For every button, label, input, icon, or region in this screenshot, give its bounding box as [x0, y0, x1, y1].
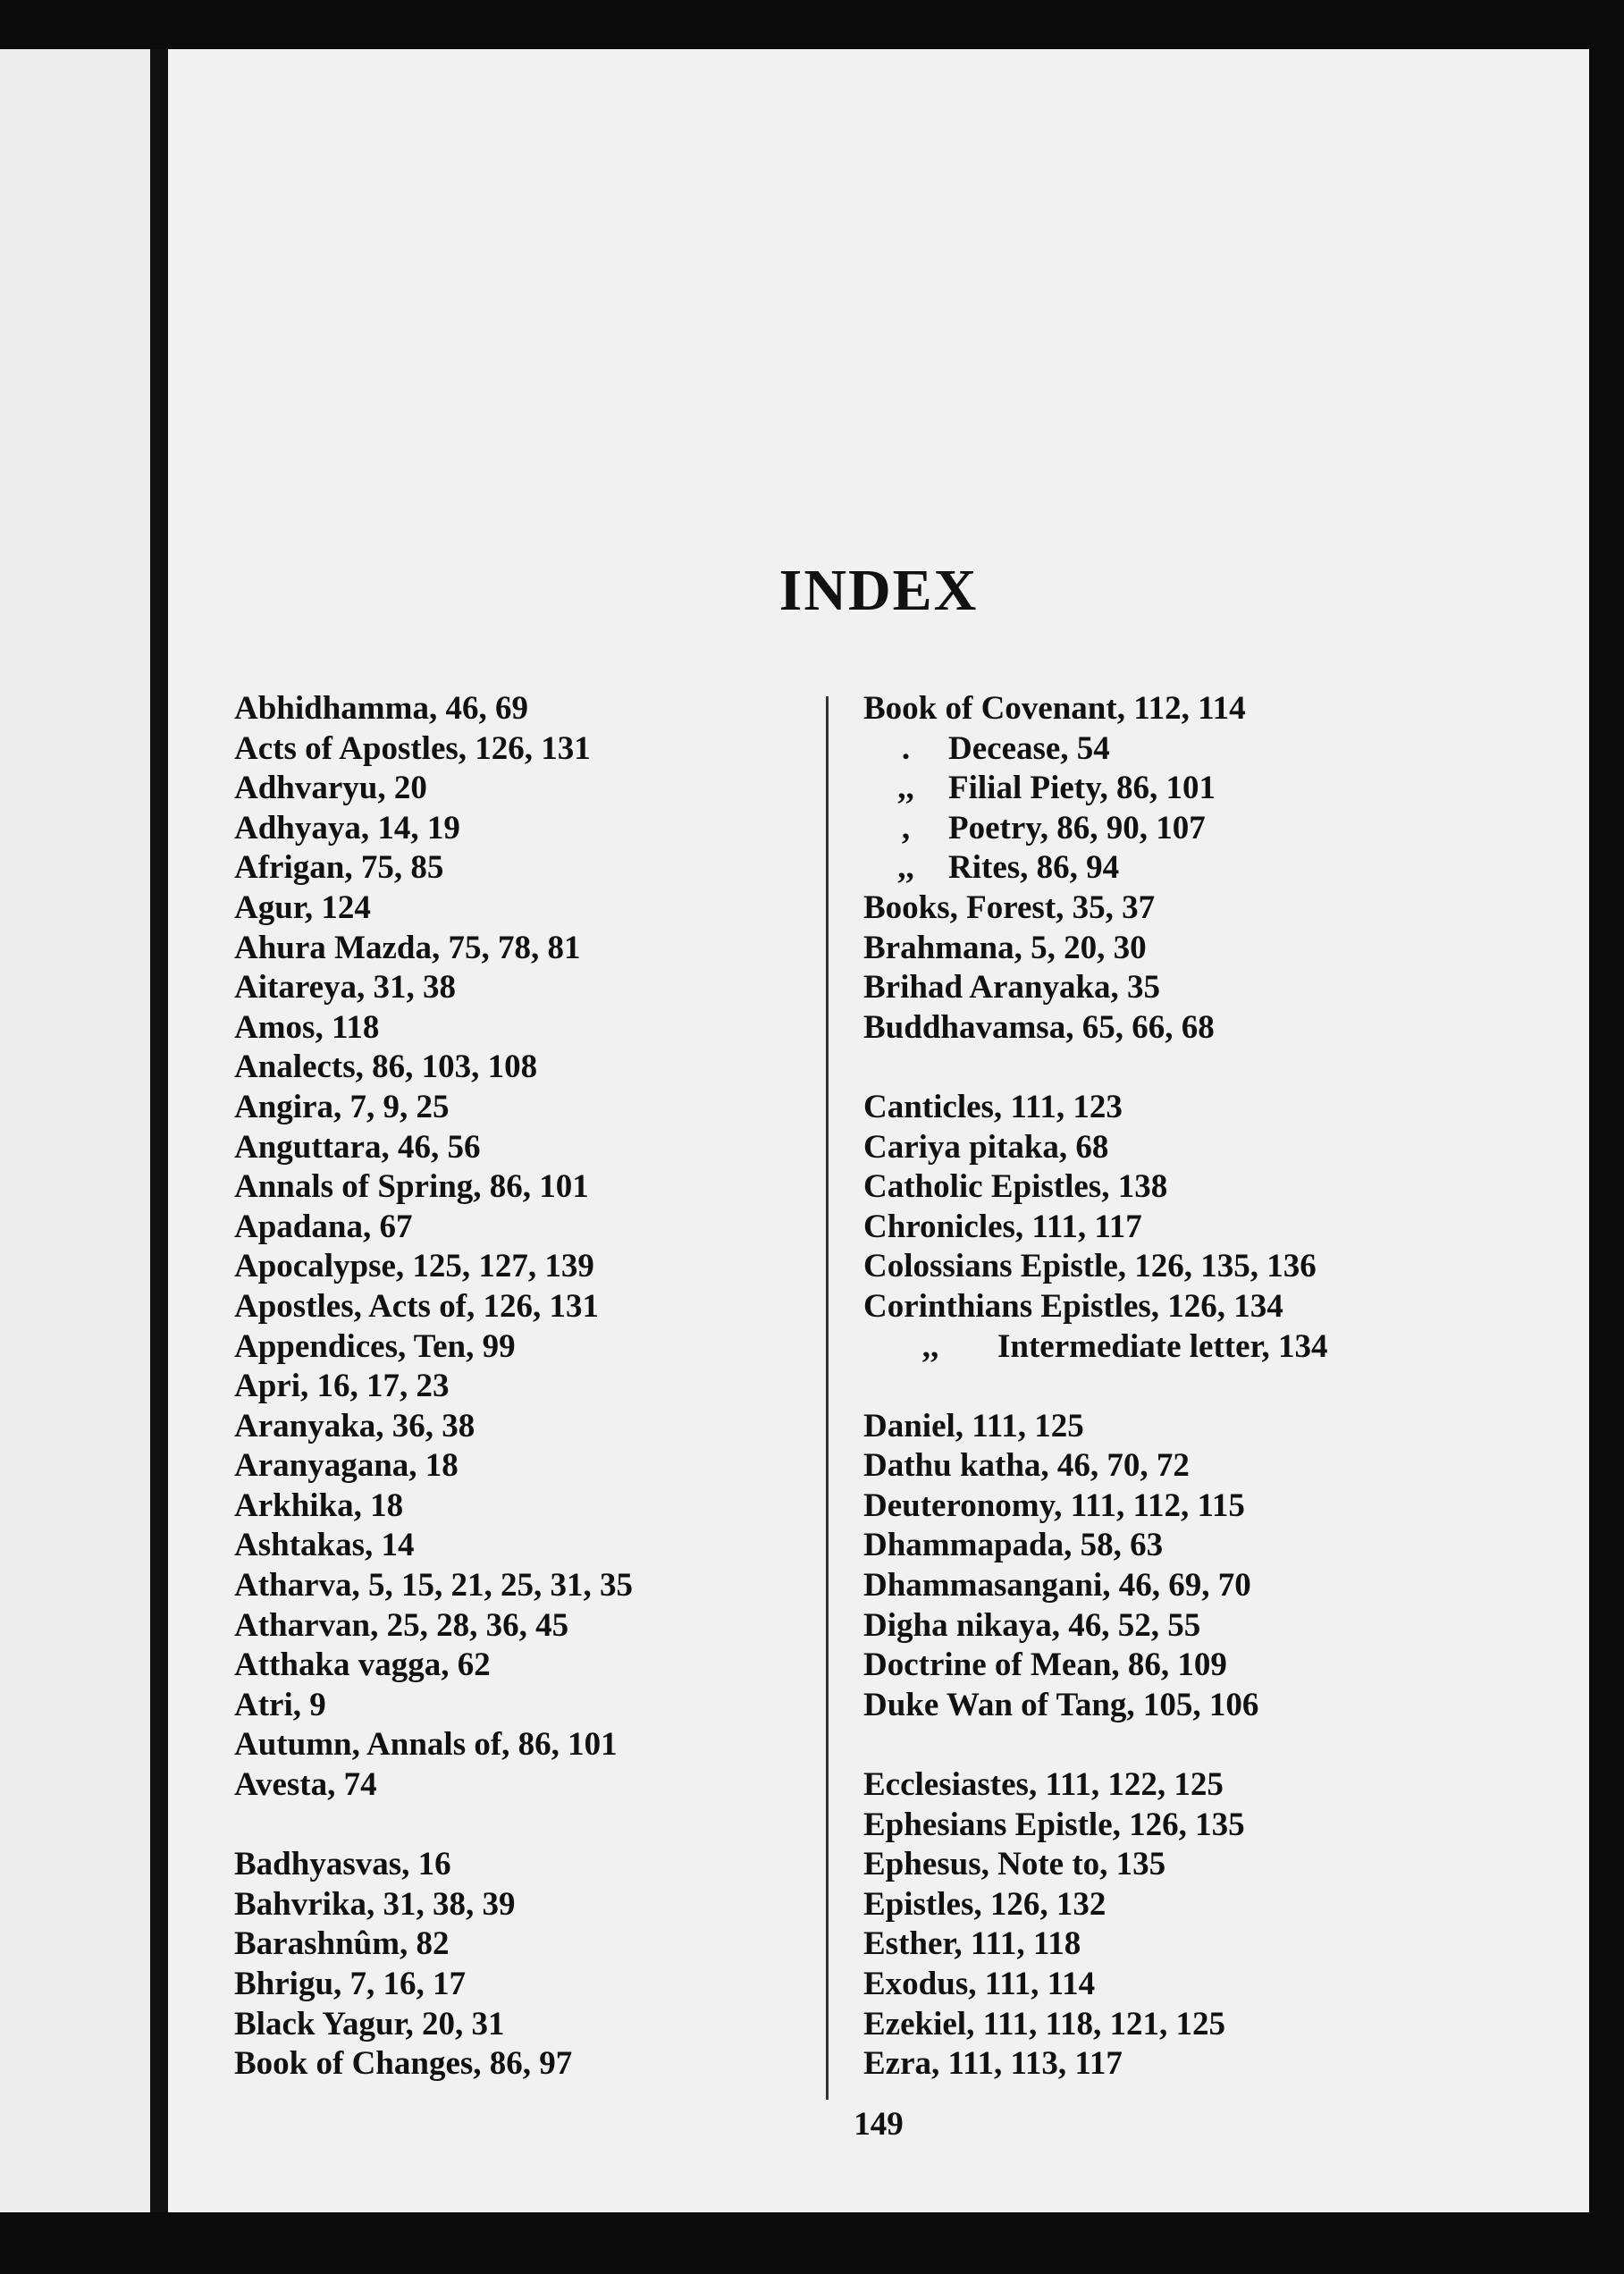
index-entry — [234, 2005, 633, 2045]
index-entry — [234, 1008, 633, 1049]
index-entry — [234, 729, 633, 770]
index-entry-text: Atharvan, 25, 28, 36, 45 — [234, 1606, 569, 1644]
index-entry-text: Agur, 124 — [234, 889, 371, 926]
index-entry-text: Annals of Spring, 86, 101 — [234, 1168, 589, 1206]
index-entry — [863, 1247, 1328, 1287]
index-entry — [863, 1526, 1328, 1566]
index-entry — [863, 1407, 1328, 1447]
index-entry — [863, 769, 1328, 809]
index-entry-text: Exodus, 111, 114 — [863, 1966, 1096, 2002]
index-entry-text: Colossians Epistle, 126, 135, 136 — [863, 1248, 1317, 1285]
book-gutter — [150, 49, 168, 2212]
index-entry — [863, 889, 1328, 929]
index-entry-text: Ezekiel, 111, 118, 121, 125 — [863, 2005, 1225, 2042]
index-entry-text: Avesta, 74 — [234, 1766, 377, 1804]
index-entry-text: Ephesus, Note to, 135 — [863, 1846, 1166, 1883]
index-entry — [234, 1646, 633, 1686]
index-entry — [863, 1885, 1328, 1925]
page-title: INDEX — [778, 558, 979, 623]
index-column-left — [234, 689, 633, 2084]
index-entry-text: Ahura Mazda, 75, 78, 81 — [234, 929, 581, 966]
index-entry — [234, 1606, 633, 1647]
index-column-right — [863, 689, 1328, 2084]
index-entry-text: Digha nikaya, 46, 52, 55 — [863, 1606, 1201, 1644]
index-entry-text: Duke Wan of Tang, 105, 106 — [863, 1686, 1259, 1723]
ditto-mark: . — [901, 729, 911, 767]
index-entry-text: Amos, 118 — [234, 1008, 380, 1046]
index-entry-text: Apostles, Acts of, 126, 131 — [234, 1287, 600, 1325]
index-entry — [234, 1725, 633, 1765]
index-entry — [234, 1407, 633, 1447]
index-entry-text: Canticles, 111, 123 — [863, 1088, 1123, 1125]
index-entry-text: Abhidhamma, 46, 69 — [234, 690, 528, 727]
index-entry-text: Catholic Epistles, 138 — [863, 1168, 1168, 1206]
index-entry-text: Decease, 54 — [948, 729, 1110, 767]
index-entry — [234, 929, 633, 969]
index-entry — [234, 1885, 633, 1925]
index-entry-text: Badhyasvas, 16 — [234, 1846, 451, 1883]
index-entry — [863, 1965, 1328, 2005]
index-entry — [863, 689, 1328, 729]
index-entry-text: Arkhika, 18 — [234, 1487, 404, 1524]
index-entry-text: Ecclesiastes, 111, 122, 125 — [863, 1766, 1224, 1804]
index-entry — [234, 848, 633, 889]
index-entry-text: Autumn, Annals of, 86, 101 — [234, 1726, 618, 1764]
index-entry-text: Bhrigu, 7, 16, 17 — [234, 1966, 467, 2002]
index-entry-text: Angira, 7, 9, 25 — [234, 1088, 450, 1125]
index-entry-text: Filial Piety, 86, 101 — [948, 770, 1216, 807]
index-entry — [234, 1924, 633, 1965]
index-entry — [863, 2044, 1328, 2084]
index-entry-text: Ezra, 111, 113, 117 — [863, 2045, 1123, 2083]
index-entry-text: Bahvrika, 31, 38, 39 — [234, 1885, 516, 1923]
index-entry-text: Buddhavamsa, 65, 66, 68 — [863, 1008, 1215, 1046]
index-entry-text: Book of Covenant, 112, 114 — [863, 690, 1246, 727]
index-entry — [863, 1924, 1328, 1965]
index-entry — [234, 1487, 633, 1527]
index-entry — [863, 1845, 1328, 1885]
index-entry-text: Dhammapada, 58, 63 — [863, 1527, 1164, 1564]
index-entry — [234, 1088, 633, 1128]
index-entry — [234, 1327, 633, 1368]
index-entry-text: Esther, 111, 118 — [863, 1925, 1081, 1963]
index-entry-text: Rites, 86, 94 — [948, 849, 1120, 887]
index-entry-text: Deuteronomy, 111, 112, 115 — [863, 1487, 1245, 1524]
index-entry — [863, 1566, 1328, 1606]
index-entry-text: Apri, 16, 17, 23 — [234, 1368, 450, 1405]
index-entry-text: Brihad Aranyaka, 35 — [863, 969, 1161, 1006]
index-entry-text: Aranyaka, 36, 38 — [234, 1407, 475, 1444]
index-entry — [234, 968, 633, 1008]
index-entry — [234, 1048, 633, 1088]
index-entry-text: Ephesians Epistle, 126, 135 — [863, 1806, 1245, 1843]
index-entry — [234, 689, 633, 729]
index-entry — [863, 929, 1328, 969]
index-entry-text: Appendices, Ten, 99 — [234, 1327, 516, 1365]
index-entry-text: Atri, 9 — [234, 1686, 326, 1723]
index-entry — [234, 1367, 633, 1407]
index-entry — [863, 1167, 1328, 1208]
index-entry-text: Dhammasangani, 46, 69, 70 — [863, 1567, 1251, 1604]
index-entry — [234, 1845, 633, 1885]
index-entry — [863, 2005, 1328, 2045]
index-entry — [234, 1208, 633, 1248]
index-entry — [234, 1965, 633, 2005]
ditto-mark: , — [901, 809, 911, 846]
index-entry — [863, 1487, 1328, 1527]
facing-page-edge — [0, 49, 150, 2212]
index-entry-text: Barashnûm, 82 — [234, 1925, 450, 1963]
index-entry — [234, 1566, 633, 1606]
index-entry-text: Intermediate letter, 134 — [997, 1327, 1328, 1365]
index-entry — [863, 809, 1328, 849]
index-entry — [863, 1327, 1328, 1368]
index-entry-text: Epistles, 126, 132 — [863, 1885, 1107, 1923]
index-entry-text: Aranyagana, 18 — [234, 1447, 459, 1485]
index-entry-text: Corinthians Epistles, 126, 134 — [863, 1287, 1283, 1325]
index-entry — [863, 1128, 1328, 1168]
index-entry-text: Atharva, 5, 15, 21, 25, 31, 35 — [234, 1567, 634, 1604]
index-entry — [234, 809, 633, 849]
index-entry-text: Adhvaryu, 20 — [234, 770, 427, 807]
index-entry-text: Ashtakas, 14 — [234, 1527, 415, 1564]
index-entry — [234, 2044, 633, 2084]
index-entry — [234, 1446, 633, 1487]
page-number: 149 — [854, 2106, 904, 2143]
index-entry-text: Brahmana, 5, 20, 30 — [863, 929, 1147, 966]
ditto-mark: ,, — [897, 770, 914, 807]
index-entry — [863, 1208, 1328, 1248]
index-entry — [863, 1287, 1328, 1327]
index-entry — [863, 1446, 1328, 1487]
index-entry — [234, 1686, 633, 1726]
index-entry-text: Adhyaya, 14, 19 — [234, 809, 460, 846]
ditto-mark: ,, — [921, 1327, 939, 1365]
index-entry — [234, 1247, 633, 1287]
index-entry-text: Doctrine of Mean, 86, 109 — [863, 1647, 1227, 1684]
ditto-mark: ,, — [897, 849, 914, 887]
index-entry-text: Cariya pitaka, 68 — [863, 1128, 1109, 1166]
index-entry-text: Poetry, 86, 90, 107 — [948, 809, 1206, 846]
index-entry — [863, 968, 1328, 1008]
index-entry — [863, 1806, 1328, 1846]
index-entry — [863, 1765, 1328, 1806]
index-entry-text: Dathu katha, 46, 70, 72 — [863, 1447, 1190, 1485]
index-entry-text: Books, Forest, 35, 37 — [863, 889, 1156, 926]
index-entry-text: Afrigan, 75, 85 — [234, 849, 444, 887]
index-entry — [863, 1686, 1328, 1726]
index-entry-text: Apadana, 67 — [234, 1208, 413, 1245]
index-entry — [863, 729, 1328, 770]
index-entry — [863, 1088, 1328, 1128]
index-entry-text: Chronicles, 111, 117 — [863, 1208, 1142, 1245]
index-entry-text: Black Yagur, 20, 31 — [234, 2005, 505, 2042]
index-entry-text: Anguttara, 46, 56 — [234, 1128, 481, 1166]
index-entry — [234, 1765, 633, 1806]
index-entry-text: Analects, 86, 103, 108 — [234, 1049, 538, 1086]
index-entry — [234, 1526, 633, 1566]
index-entry — [863, 1646, 1328, 1686]
index-entry-text: Aitareya, 31, 38 — [234, 969, 456, 1006]
index-page — [168, 49, 1589, 2212]
index-entry-text: Acts of Apostles, 126, 131 — [234, 729, 591, 767]
index-entry — [234, 1128, 633, 1168]
index-entry-text: Atthaka vagga, 62 — [234, 1647, 491, 1684]
index-entry-text: Daniel, 111, 125 — [863, 1407, 1084, 1444]
column-divider — [826, 696, 829, 2100]
index-entry — [234, 1287, 633, 1327]
index-entry — [234, 769, 633, 809]
index-entry — [234, 889, 633, 929]
index-entry — [234, 1167, 633, 1208]
index-entry — [863, 1606, 1328, 1647]
index-entry — [863, 1008, 1328, 1049]
index-entry-text: Apocalypse, 125, 127, 139 — [234, 1248, 594, 1285]
index-entry — [863, 848, 1328, 889]
index-entry-text: Book of Changes, 86, 97 — [234, 2045, 573, 2083]
